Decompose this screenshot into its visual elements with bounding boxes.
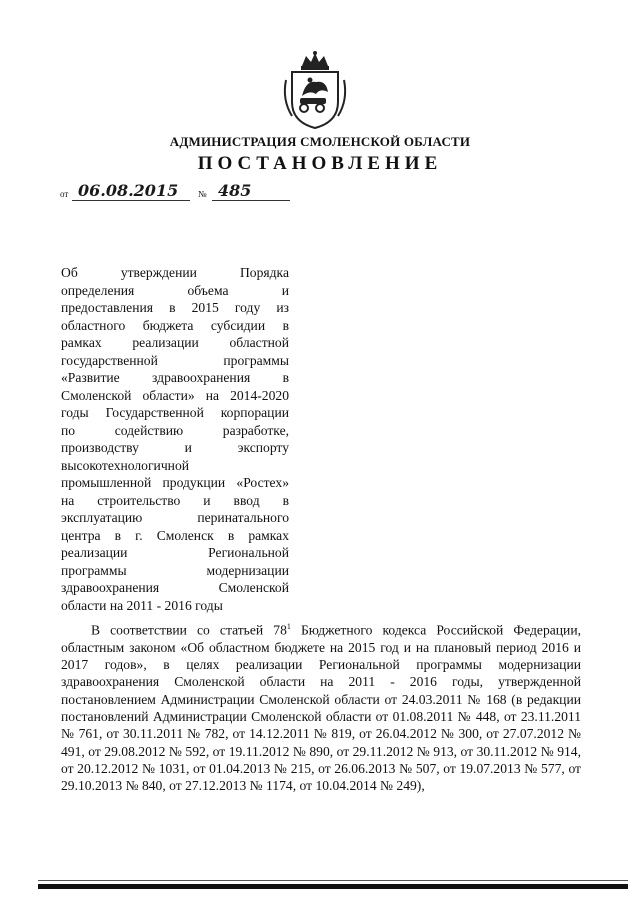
preamble-paragraph [61, 618, 581, 795]
number-underline [212, 200, 290, 201]
document-date-number-row [60, 180, 300, 202]
subject-line: производству и экспорту [61, 440, 289, 455]
subject-line: рамках реализации областной [61, 335, 289, 350]
subject-line: определения объема и [61, 282, 289, 298]
date-underline [72, 200, 190, 201]
subject-line: эксплуатацию перинатального [61, 510, 289, 525]
document-subject [61, 264, 289, 614]
subject-line: реализации Региональной [61, 545, 289, 560]
organization-name: АДМИНИСТРАЦИЯ СМОЛЕНСКОЙ ОБЛАСТИ [169, 134, 471, 149]
subject-line: здравоохранения Смоленской [61, 580, 289, 595]
document-type-title: ПОСТАНОВЛЕНИЕ [197, 153, 443, 174]
subject-line: центра в г. Смоленск в рамках [61, 527, 289, 543]
subject-line: на строительство и ввод в [61, 492, 289, 508]
footer-divider [38, 884, 628, 889]
subject-line: «Развитие здравоохранения в [61, 370, 289, 385]
date-label: от [60, 189, 69, 199]
number-label: № [198, 189, 207, 199]
date-value: 06.08.2015 [78, 181, 179, 200]
subject-line: государственной программы [61, 352, 289, 368]
number-value: 485 [218, 181, 252, 200]
subject-line: области на 2011 - 2016 годы [61, 597, 223, 613]
preamble-start: В соответствии со статьей 78 [91, 622, 287, 638]
preamble-rest: Бюджетного кодекса Российской Федерации, областным законом «Об областном бюджете на 2015 год и на плановый период 2016 и 2017 годов», в целях реализации Региональной программы модернизации здравоохранения Смоленской области на 2011 - 2016 годы, утвержденной постановлением Администрации Смоленской области от 24.03.2011 № 168 (в редакции постановлений Администрации Смоленской области от 01.08.2011 № 448, от 23.11.2011 № 761, от 30.11.2011 № 782, от 14.12.2011 № 819, от 26.04.2012 № 300, от 27.07.2012 № 491, от 29.08.2012 № 592, от 19.11.2012 № 890, от 29.11.2012 № 913, от 30.11.2012 № 914, от 20.12.2012 № 1031, от 01.04.2013 № 215, от 26.06.2013 № 507, от 19.07.2013 № 577, от 29.10.2013 № 840, от 27.12.2013 № 1174, от 10.04.2014 № 249), [61, 622, 582, 794]
subject-line: программы модернизации [61, 562, 289, 578]
subject-line: промышленной продукции «Ростех» [61, 475, 289, 490]
footer-divider-thin [38, 880, 628, 881]
smolensk-coat-of-arms-icon [280, 50, 350, 130]
subject-line: высокотехнологичной [61, 457, 190, 473]
subject-line: годы Государственной корпорации [61, 405, 289, 420]
subject-line: по содействию разработке, [61, 422, 289, 438]
article-superscript: 1 [286, 622, 291, 631]
subject-line: Об утверждении Порядка [61, 265, 289, 280]
subject-line: Смоленской области» на 2014-2020 [61, 387, 289, 403]
subject-line: областного бюджета субсидии в [61, 317, 289, 333]
subject-line: предоставления в 2015 году из [61, 300, 289, 315]
